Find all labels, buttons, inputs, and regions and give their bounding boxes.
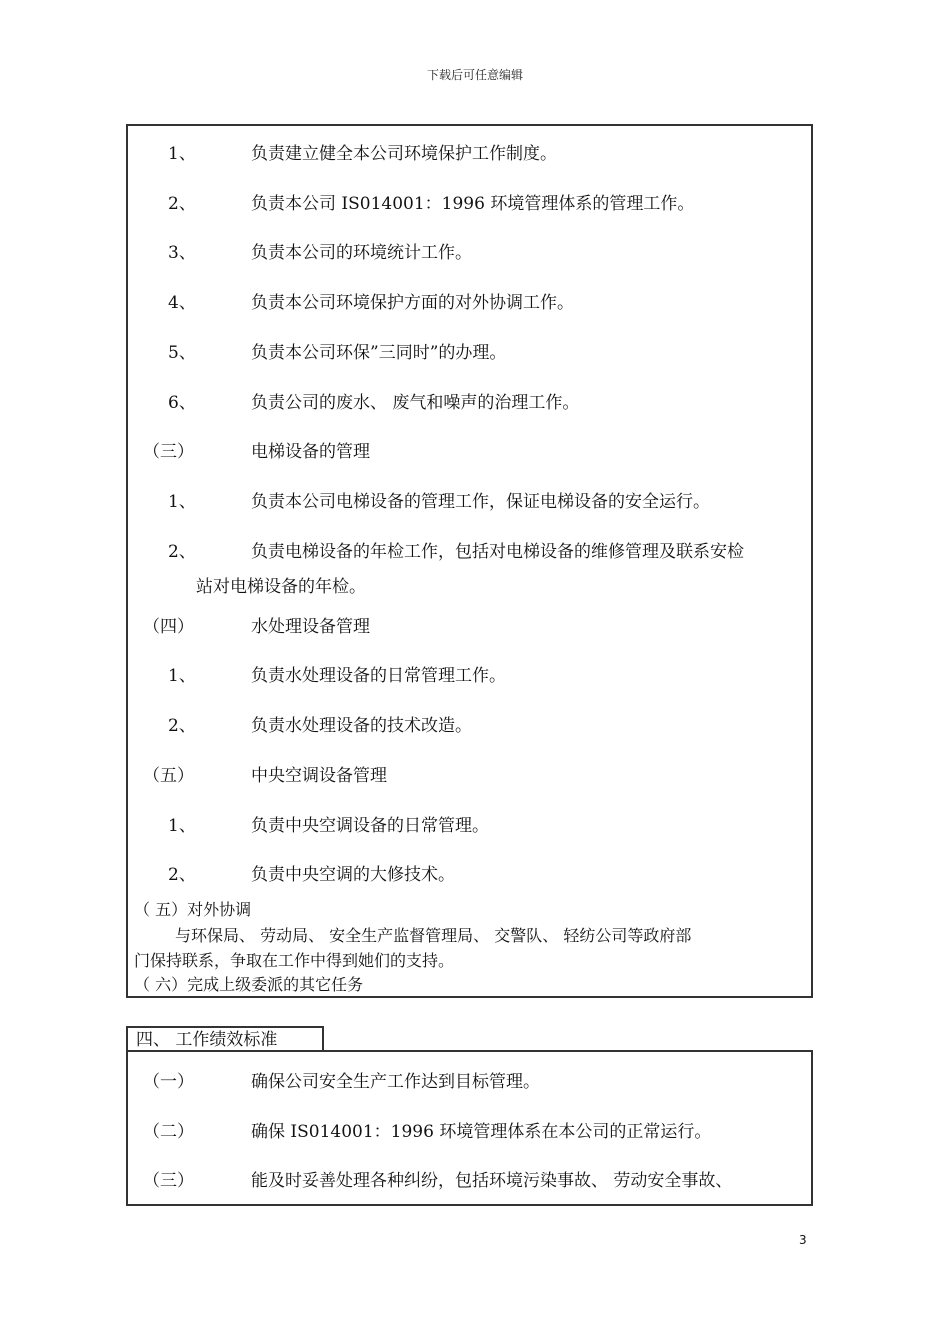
item-text: 能及时妥善处理各种纠纷，包括环境污染事故、 劳动安全事故、 xyxy=(251,1171,733,1191)
item-text: 负责本公司环保”三同时”的办理。 xyxy=(251,343,507,363)
item-number: 2、 xyxy=(168,194,196,214)
item-number: 1、 xyxy=(168,816,196,836)
item-number: （一） xyxy=(143,1072,194,1092)
item-text: 负责建立健全本公司环境保护工作制度。 xyxy=(251,144,557,164)
item-text: 负责中央空调设备的日常管理。 xyxy=(251,816,489,836)
item-text: 负责本公司环境保护方面的对外协调工作。 xyxy=(251,293,574,313)
item-number: 1、 xyxy=(168,666,196,686)
item-number: 1、 xyxy=(168,144,196,164)
item-text: 负责公司的废水、 废气和噪声的治理工作。 xyxy=(251,393,580,413)
item-number: 2、 xyxy=(168,542,196,562)
item-number: 2、 xyxy=(168,716,196,736)
item-number: 2、 xyxy=(168,865,196,885)
item-text: 确保 IS014001：1996 环境管理体系在本公司的正常运行。 xyxy=(251,1122,712,1142)
item-text: 负责中央空调的大修技术。 xyxy=(251,865,455,885)
item-text: 负责电梯设备的年检工作，包括对电梯设备的维修管理及联系安检 xyxy=(251,542,744,562)
item-text: 负责水处理设备的技术改造。 xyxy=(251,716,472,736)
page-number: 3 xyxy=(799,1233,807,1247)
item-text: 负责水处理设备的日常管理工作。 xyxy=(251,666,506,686)
other-task: （ 六）完成上级委派的其它任务 xyxy=(134,975,364,994)
performance-title-text: 四、 工作绩效标准 xyxy=(136,1030,278,1050)
item-text-continued: 站对电梯设备的年检。 xyxy=(196,577,366,597)
item-number: 6、 xyxy=(168,393,196,413)
item-text: 确保公司安全生产工作达到目标管理。 xyxy=(251,1072,540,1092)
page-header: 下载后可任意编辑 xyxy=(426,68,523,82)
item-text: 负责本公司 IS014001：1996 环境管理体系的管理工作。 xyxy=(251,194,695,214)
item-number: 3、 xyxy=(168,243,196,263)
external-paragraph: 与环保局、 劳动局、 安全生产监督管理局、 交警队、 轻纺公司等政府部 xyxy=(175,926,692,945)
item-number: 5、 xyxy=(168,343,196,363)
section-title: 水处理设备管理 xyxy=(251,617,370,637)
section-title: 中央空调设备管理 xyxy=(251,766,387,786)
section-title: 电梯设备的管理 xyxy=(251,442,370,462)
section-number: （五） xyxy=(143,766,194,786)
item-number: （三） xyxy=(143,1171,194,1191)
item-text: 负责本公司电梯设备的管理工作，保证电梯设备的安全运行。 xyxy=(251,492,710,512)
item-number: 4、 xyxy=(168,293,196,313)
item-number: 1、 xyxy=(168,492,196,512)
external-heading: （ 五）对外协调 xyxy=(134,900,252,919)
item-text: 负责本公司的环境统计工作。 xyxy=(251,243,472,263)
external-paragraph-continued: 门保持联系，争取在工作中得到她们的支持。 xyxy=(134,951,455,970)
performance-section-title xyxy=(126,1026,324,1052)
section-number: （三） xyxy=(143,442,194,462)
item-number: （二） xyxy=(143,1122,194,1142)
section-number: （四） xyxy=(143,617,194,637)
